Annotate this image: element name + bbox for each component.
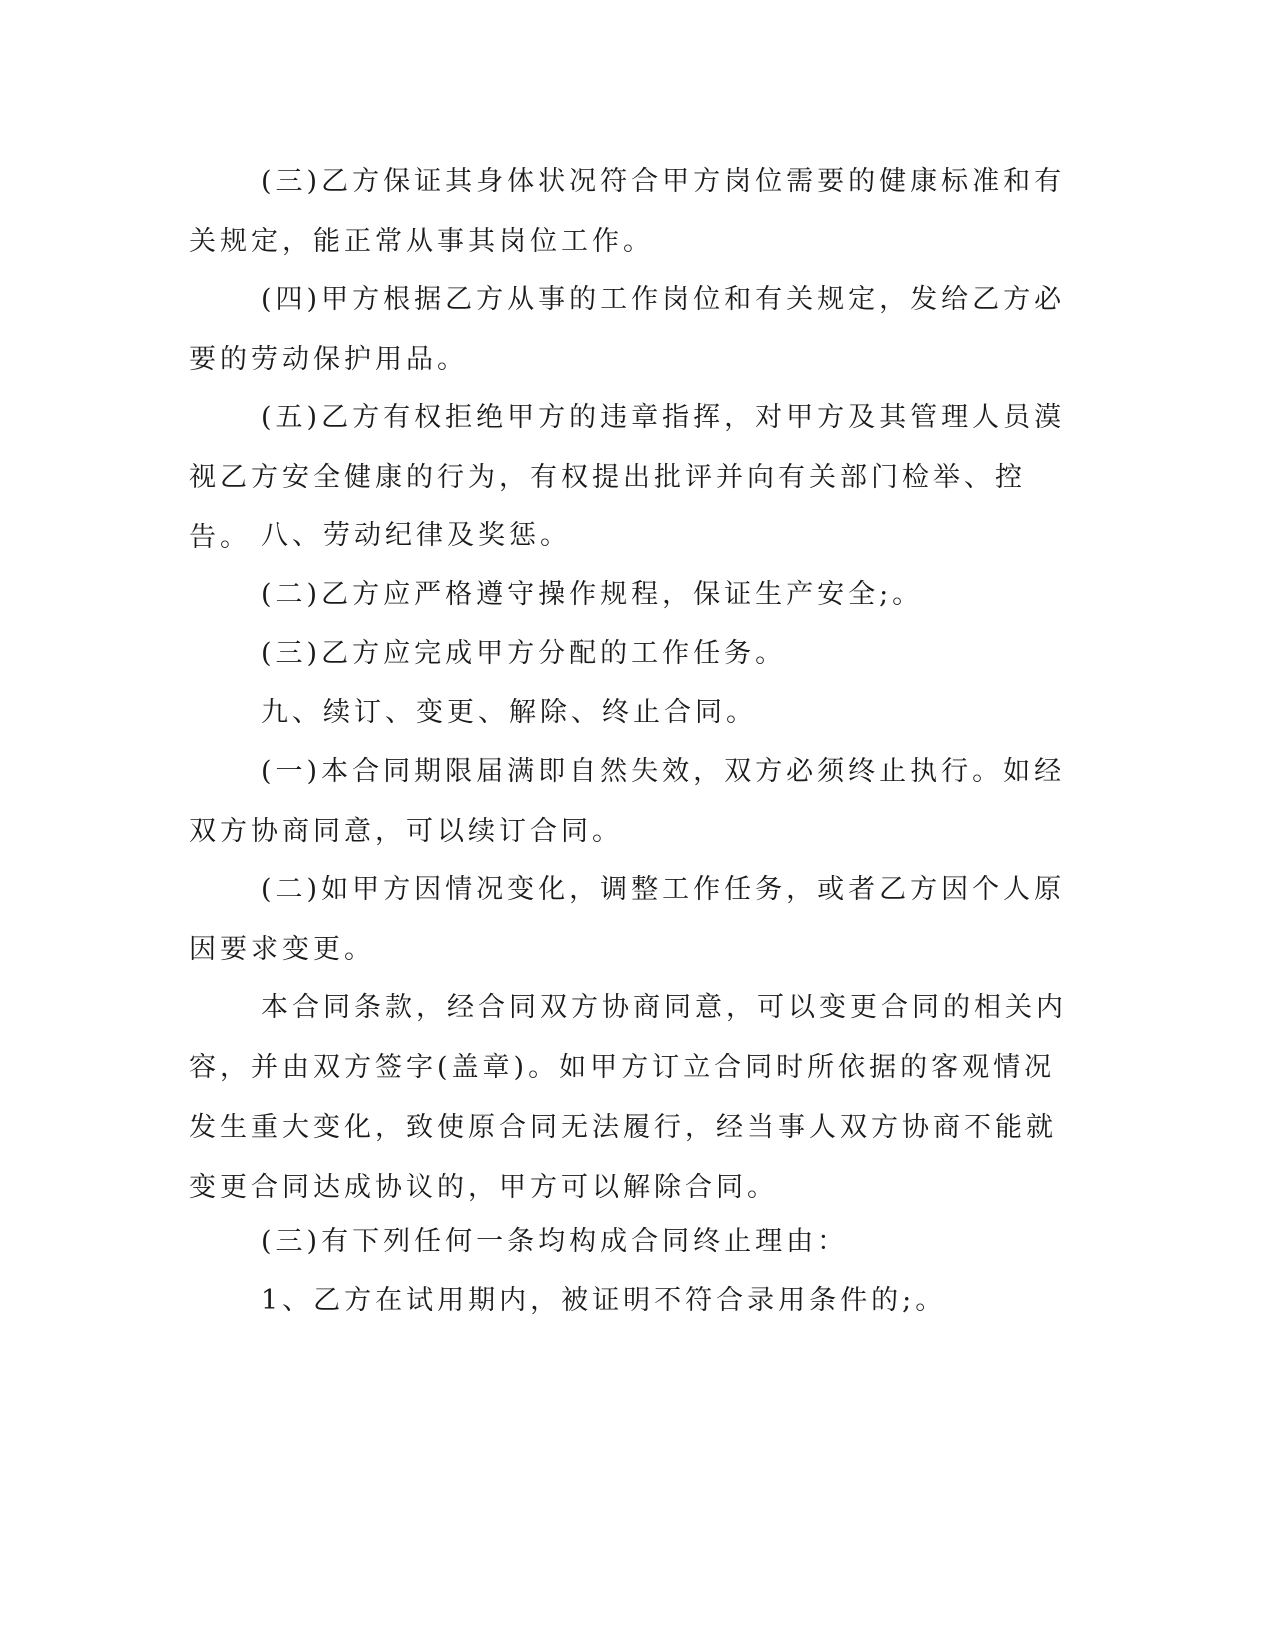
paragraph-contract-amendment: 本合同条款，经合同双方协商同意，可以变更合同的相关内容，并由双方签字(盖章)。如甲方订立合同时所依据的客观情况发生重大变化，致使原合同无法履行，经当事人双方协商不能就变更合同达成协议的，甲方可以解除合同。	[189, 992, 1067, 1203]
paragraph-right-to-refuse: (五)乙方有权拒绝甲方的违章指挥，对甲方及其管理人员漠视乙方安全健康的行为，有权提出批评并向有关部门检举、控告。	[189, 402, 1066, 553]
paragraph-task-adjustment: (二)如甲方因情况变化，调整工作任务，或者乙方因个人原因要求变更。	[189, 874, 1066, 965]
section-heading-contract-changes: 九、续订、变更、解除、终止合同。	[261, 697, 757, 728]
paragraph-complete-tasks: (三)乙方应完成甲方分配的工作任务。	[261, 638, 787, 669]
section-heading-discipline: 八、劳动纪律及奖惩。	[261, 520, 571, 551]
paragraph-contract-expiry: (一)本合同期限届满即自然失效，双方必须终止执行。如经双方协商同意，可以续订合同。	[189, 756, 1066, 847]
paragraph-protective-equipment: (四)甲方根据乙方从事的工作岗位和有关规定，发给乙方必要的劳动保护用品。	[189, 284, 1066, 375]
paragraph-operating-rules: (二)乙方应严格遵守操作规程，保证生产安全;。	[261, 579, 924, 610]
paragraph-health-standard: (三)乙方保证其身体状况符合甲方岗位需要的健康标准和有关规定，能正常从事其岗位工作。	[189, 166, 1066, 257]
paragraph-termination-reasons: (三)有下列任何一条均构成合同终止理由：	[261, 1226, 849, 1257]
list-item-probation: 1、乙方在试用期内，被证明不符合录用条件的;。	[261, 1285, 947, 1316]
